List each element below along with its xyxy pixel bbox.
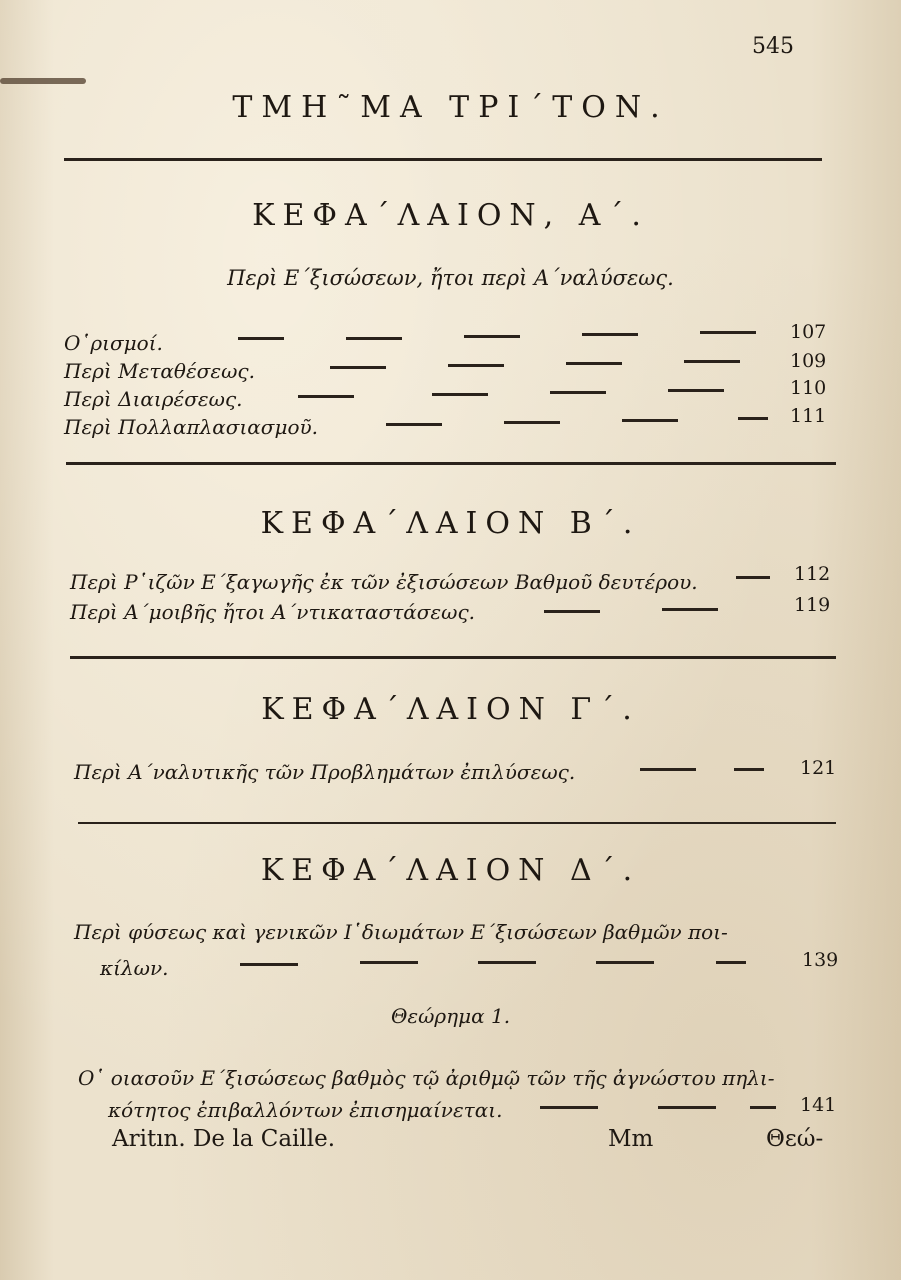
section-title: ΤΜΗ῀ΜΑ ΤΡΙ΄ΤΟΝ. xyxy=(232,90,669,125)
leader-dash xyxy=(716,961,746,964)
toc-entry-label: Ο῾ρισμοί. xyxy=(64,331,163,355)
leader-dash xyxy=(238,337,284,340)
theorem-line: Ο῾ οιασοῦν Ε΄ξισώσεως βαθμὸς τῷ ἀριθμῷ τῶν τῆς ἀγνώστου πηλι- xyxy=(78,1066,775,1090)
leader-dash xyxy=(432,393,488,396)
toc-entry-page: 121 xyxy=(800,757,837,779)
toc-entry-page: 139 xyxy=(802,949,839,971)
toc-entry-label: Περὶ φύσεως καὶ γενικῶν Ι῾διωμάτων Ε΄ξισώσεων βαθμῶν ποι- xyxy=(74,920,728,944)
toc-entry-label: Περὶ Πολλαπλασιασμοῦ. xyxy=(64,415,319,439)
toc-entry-label: Περὶ Α΄μοιβῆς ἤτοι Α΄ντικαταστάσεως. xyxy=(70,600,476,624)
leader-dash xyxy=(240,963,298,966)
toc-entry-label: Περὶ Μεταθέσεως. xyxy=(64,359,255,383)
leader-dash xyxy=(464,335,520,338)
divider-rule xyxy=(70,656,836,659)
leader-dash xyxy=(734,768,764,771)
toc-entry-page: 112 xyxy=(794,563,831,585)
leader-dash xyxy=(330,366,386,369)
leader-dash xyxy=(684,360,740,363)
divider-rule xyxy=(64,158,822,161)
theorem-page: 141 xyxy=(800,1094,837,1116)
leader-dash xyxy=(360,961,418,964)
leader-dash xyxy=(596,961,654,964)
leader-dash xyxy=(640,768,696,771)
leader-dash xyxy=(738,417,768,420)
leader-dash xyxy=(662,608,718,611)
toc-entry-label-continued: κίλων. xyxy=(100,956,169,980)
chapter-g-heading: ΚΕΦΑ΄ΛΑΙΟΝ Γ΄. xyxy=(261,692,640,727)
leader-dash xyxy=(736,576,770,579)
leader-dash xyxy=(700,331,756,334)
theorem-title: Θεώρημα 1. xyxy=(390,1004,511,1028)
divider-rule xyxy=(78,822,836,824)
toc-entry-page: 119 xyxy=(794,594,831,616)
leader-dash xyxy=(504,421,560,424)
leader-dash xyxy=(622,419,678,422)
toc-entry-label: Περὶ Διαιρέσεως. xyxy=(64,387,243,411)
catchword: Θεώ- xyxy=(766,1126,824,1152)
leader-dash xyxy=(658,1106,716,1109)
leader-dash xyxy=(346,337,402,340)
leader-dash xyxy=(540,1106,598,1109)
chapter-a-heading: ΚΕΦΑ΄ΛΑΙΟΝ, Α΄. xyxy=(252,198,649,233)
toc-entry-page: 107 xyxy=(790,321,827,343)
leader-dash xyxy=(582,333,638,336)
leader-dash xyxy=(386,423,442,426)
leader-dash xyxy=(544,610,600,613)
signature-mark: Mm xyxy=(608,1126,654,1152)
ink-smudge xyxy=(0,78,86,84)
toc-entry-label: Περὶ Ρ῾ιζῶν Ε΄ξαγωγῆς ἐκ τῶν ἐξισώσεων Βαθμοῦ δευτέρου. xyxy=(70,570,698,594)
toc-entry-label: Περὶ Α΄ναλυτικῆς τῶν Προβλημάτων ἐπιλύσεως. xyxy=(74,760,576,784)
chapter-b-heading: ΚΕΦΑ΄ΛΑΙΟΝ Β΄. xyxy=(260,506,641,541)
chapter-d-heading: ΚΕΦΑ΄ΛΑΙΟΝ Δ΄. xyxy=(260,853,641,888)
leader-dash xyxy=(298,395,354,398)
printer-signature: Aritın. De la Caille. xyxy=(112,1126,336,1152)
leader-dash xyxy=(566,362,622,365)
chapter-a-subtitle: Περὶ Ε΄ξισώσεων, ἤτοι περὶ Α΄ναλύσεως. xyxy=(227,266,674,290)
toc-entry-page: 110 xyxy=(790,377,827,399)
toc-entry-page: 109 xyxy=(790,350,827,372)
leader-dash xyxy=(668,389,724,392)
theorem-line-continued: κότητος ἐπιβαλλόντων ἐπισημαίνεται. xyxy=(108,1098,503,1122)
leader-dash xyxy=(750,1106,776,1109)
toc-entry-page: 111 xyxy=(790,405,827,427)
leader-dash xyxy=(478,961,536,964)
leader-dash xyxy=(448,364,504,367)
leader-dash xyxy=(550,391,606,394)
page-number: 545 xyxy=(752,34,794,59)
divider-rule xyxy=(66,462,836,465)
